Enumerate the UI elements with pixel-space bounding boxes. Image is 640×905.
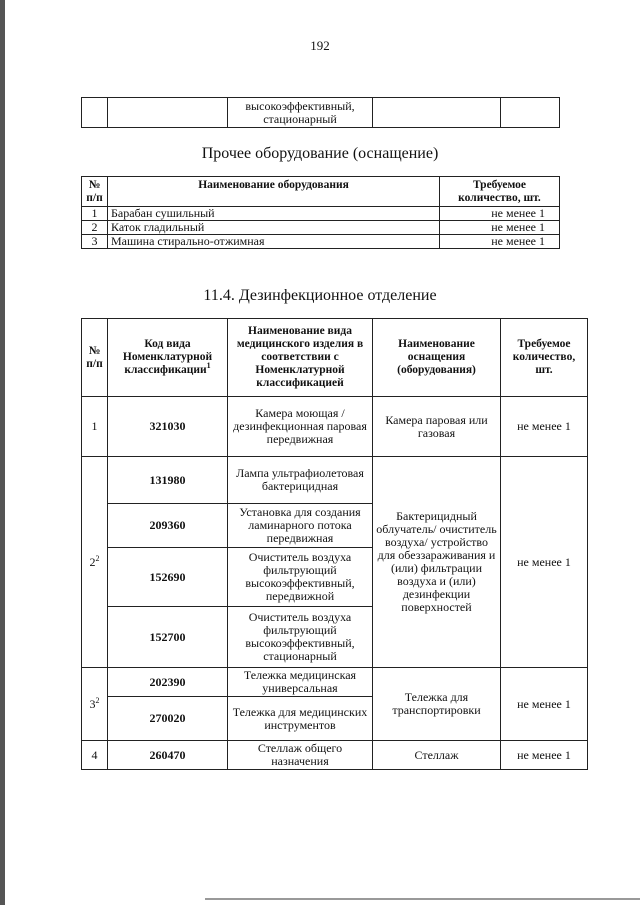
- table-header-row: [82, 177, 560, 207]
- table-row: 3 Машина стирально-отжимная не менее 1: [82, 235, 560, 249]
- table-row: 2 Каток гладильный не менее 1: [82, 221, 560, 235]
- continuation-table: [81, 97, 560, 128]
- table-row: 152690 Очиститель воздуха фильтрующий высокоэффективный, передвижной: [82, 548, 588, 607]
- header-qty: Требуемое количество, шт.: [440, 177, 560, 207]
- table-header-row: [82, 319, 588, 397]
- table-row: 1 Барабан сушильный не менее 1: [82, 207, 560, 221]
- table-row: 4 260470 Стеллаж общего назначения Стеллаж не менее 1: [82, 741, 588, 770]
- header-num: № п/п: [82, 177, 108, 207]
- page-number: 192: [310, 38, 330, 53]
- table-row: 209360 Установка для создания ламинарного потока передвижная: [82, 504, 588, 548]
- scan-bottom-edge: [205, 898, 640, 900]
- header-name: Наименование оборудования: [108, 177, 440, 207]
- header-device: Наименование вида медицинского изделия в соответствии с Номенклатурной классификацией: [228, 319, 373, 397]
- continuation-cell: высокоэффективный, стационарный: [228, 98, 373, 128]
- table-row: 270020 Тележка для медицинских инструментов: [82, 697, 588, 741]
- table-row: 152700 Очиститель воздуха фильтрующий высокоэффективный, стационарный: [82, 607, 588, 668]
- header-num: № п/п: [82, 319, 108, 397]
- scan-edge: [0, 0, 5, 905]
- header-code: Код вида Номенклатурной классификации$^1$: [108, 319, 228, 397]
- disinfection-title: 11.4. Дезинфекционное отделение: [203, 287, 437, 304]
- table-row: $3^2$ 202390 Тележка медицинская универсальная Тележка для транспортировки не менее 1: [82, 668, 588, 697]
- table-row: [82, 98, 560, 128]
- header-qty: Требуемое количество, шт.: [501, 319, 588, 397]
- other-equipment-table: [81, 176, 560, 249]
- table-row: $2^2$ 131980 Лампа ультрафиолетовая бактерицидная Бактерицидный облучатель/ очиститель воздуха/ устройство для обеззараживания и (или) фильтрации воздуха и (или) дезинфекции поверхностей не менее 1: [82, 457, 588, 504]
- table-row: 1 321030 Камера моющая /дезинфекционная паровая передвижная Камера паровая или газовая не менее 1: [82, 397, 588, 457]
- disinfection-table: [81, 318, 588, 770]
- other-equipment-title: Прочее оборудование (оснащение): [201, 145, 439, 162]
- header-equipment: Наименование оснащения (оборудования): [373, 319, 501, 397]
